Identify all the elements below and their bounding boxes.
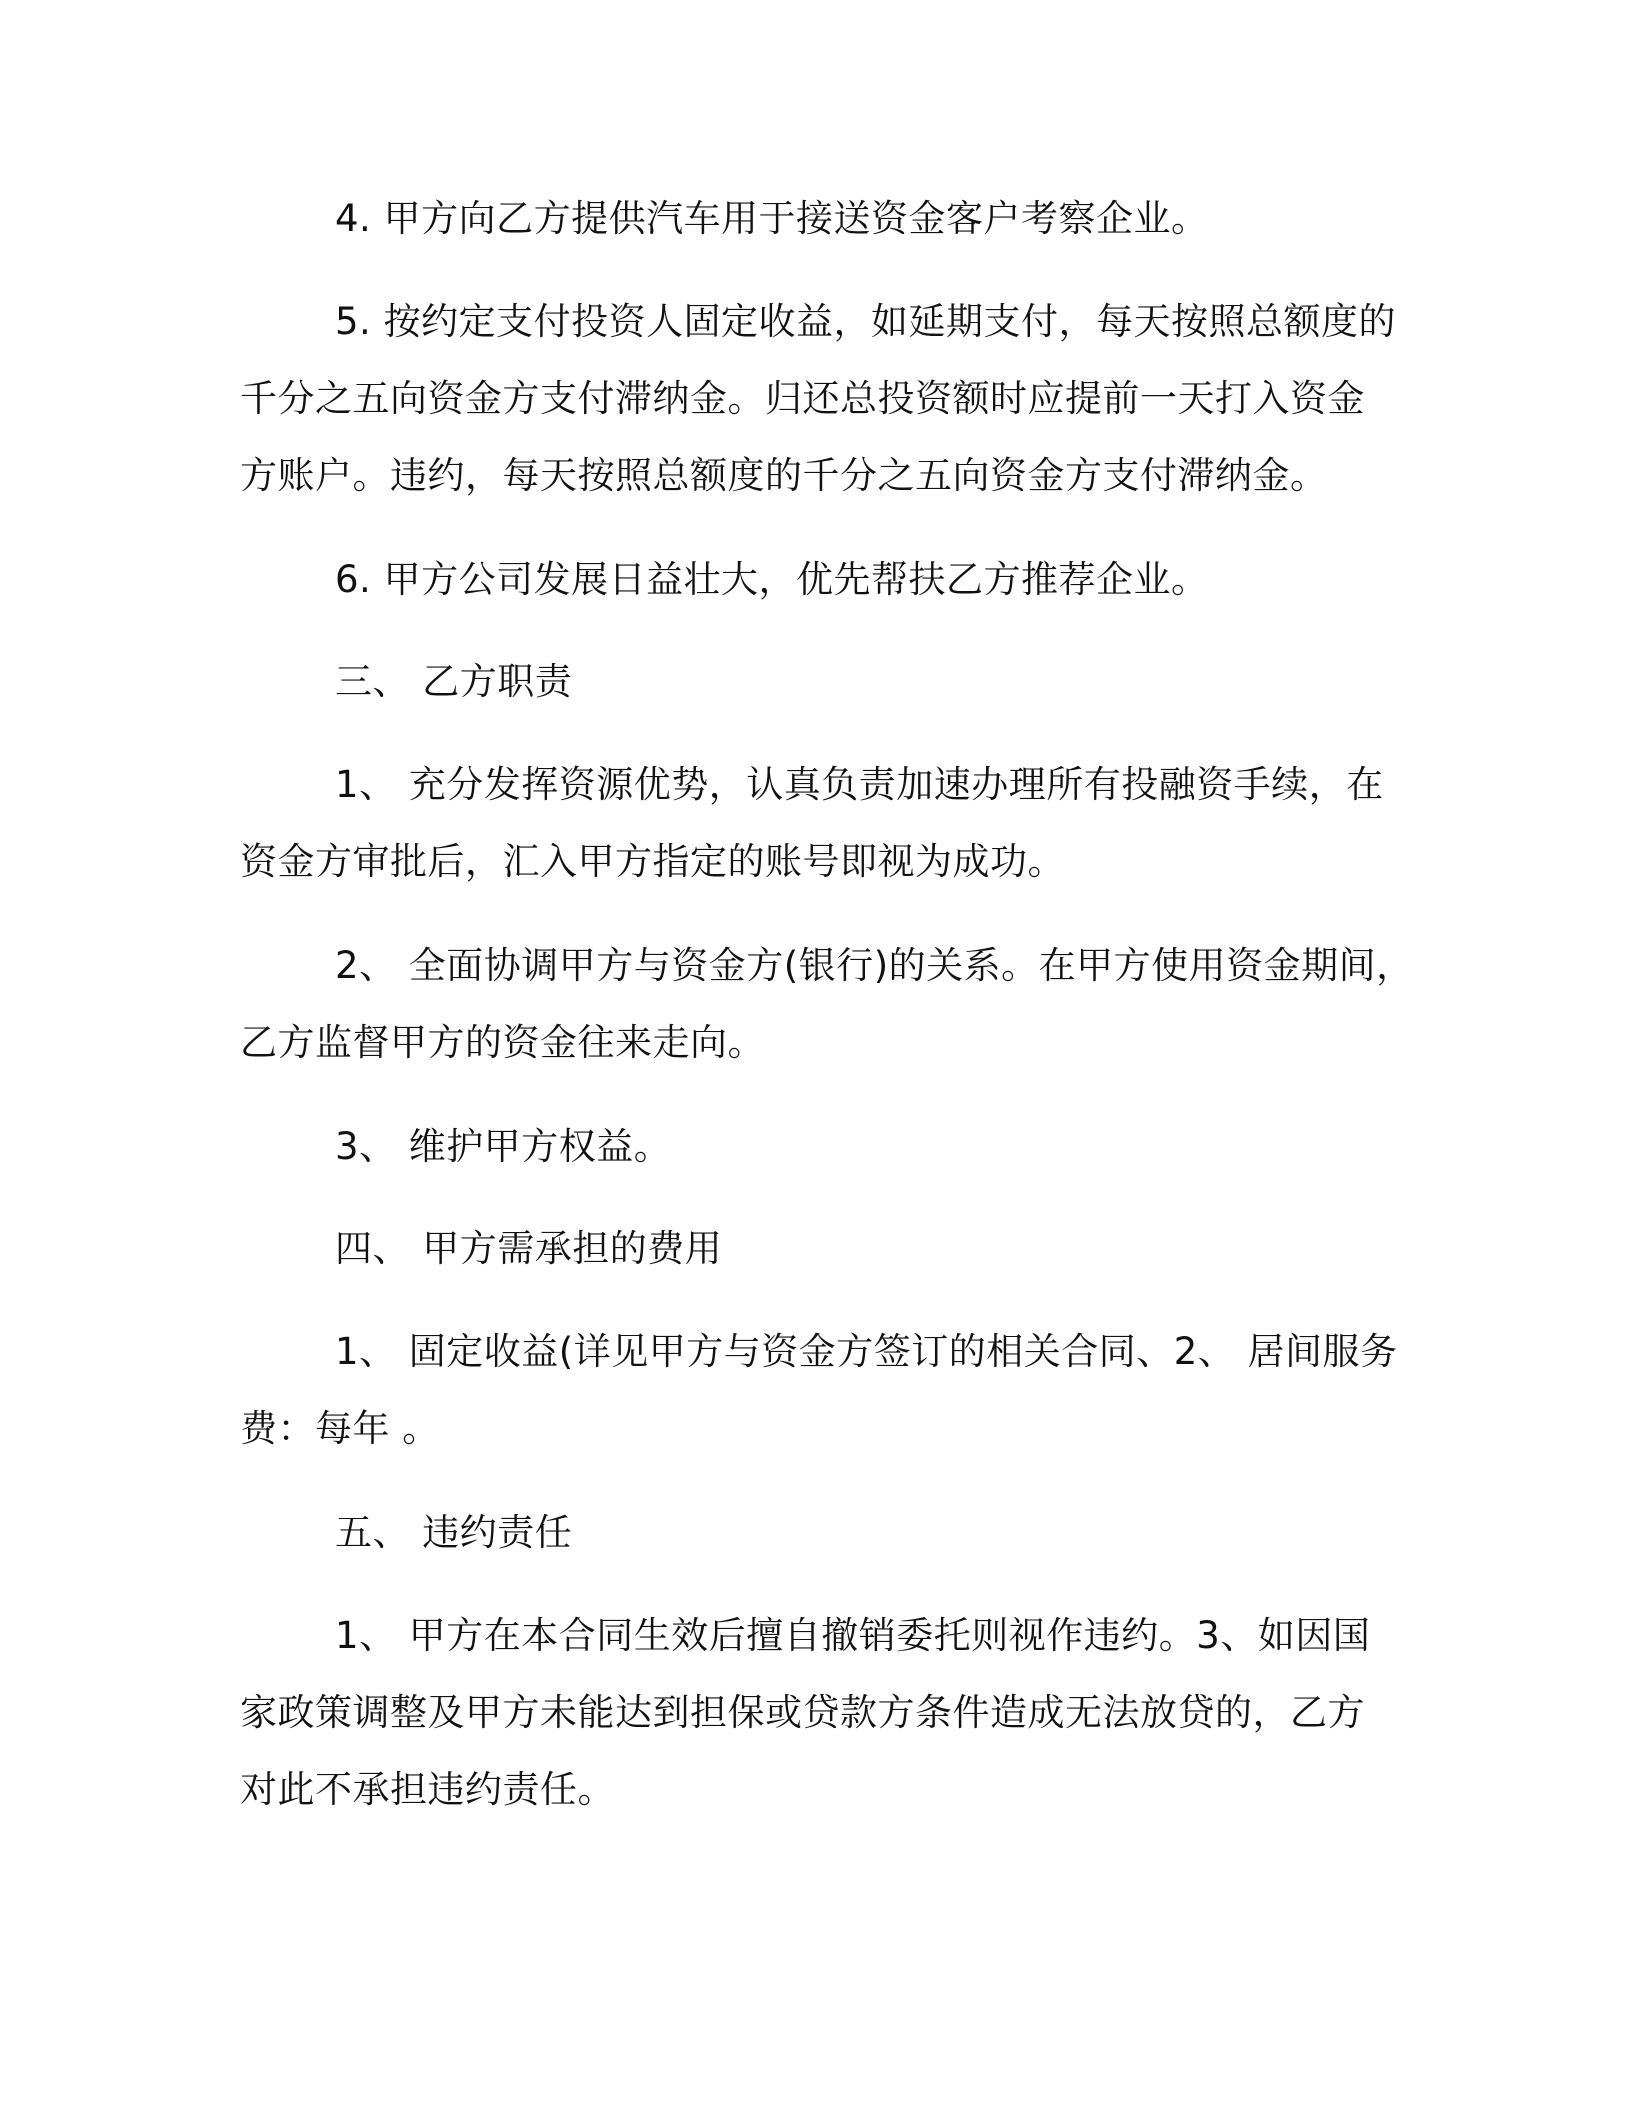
heading-text: 三、 乙方职责 [335, 660, 573, 703]
paragraph-section5-item-1 [240, 1597, 1390, 1828]
paragraph-line: 千分之五向资金方支付滞纳金。归还总投资额时应提前一天打入资金 [240, 377, 1365, 420]
paragraph-line: 1、 充分发挥资源优势，认真负责加速办理所有投融资手续，在 [335, 763, 1384, 806]
paragraph-section3-item-3 [240, 1108, 1390, 1185]
paragraph-item-5 [240, 283, 1397, 514]
paragraph-line: 家政策调整及甲方未能达到担保或贷款方条件造成无法放贷的，乙方 [240, 1691, 1365, 1734]
paragraph-line: 乙方监督甲方的资金往来走向。 [240, 1021, 765, 1064]
paragraph-line: 1、 甲方在本合同生效后擅自撤销委托则视作违约。3、如因国 [335, 1614, 1371, 1657]
paragraph-line: 资金方审批后，汇入甲方指定的账号即视为成功。 [240, 840, 1065, 883]
paragraph-line: 方账户。违约，每天按照总额度的千分之五向资金方支付滞纳金。 [240, 454, 1328, 497]
paragraph-section3-item-2 [240, 927, 1414, 1081]
paragraph-line: 费：每年 。 [240, 1407, 440, 1450]
paragraph-item-6 [240, 541, 1390, 618]
paragraph-line: 4. 甲方向乙方提供汽车用于接送资金客户考察企业。 [335, 197, 1209, 240]
section-heading-3 [240, 643, 1390, 720]
paragraph-line: 1、 固定收益(详见甲方与资金方签订的相关合同、2、 居间服务 [335, 1330, 1398, 1373]
paragraph-line: 对此不承担违约责任。 [240, 1768, 615, 1811]
paragraph-item-4 [240, 180, 1390, 257]
heading-text: 五、 违约责任 [335, 1511, 573, 1554]
paragraph-line: 3、 维护甲方权益。 [335, 1125, 672, 1168]
paragraph-line: 2、 全面协调甲方与资金方(银行)的关系。在甲方使用资金期间， [335, 944, 1414, 987]
paragraph-line: 5. 按约定支付投资人固定收益，如延期支付，每天按照总额度的 [335, 300, 1397, 343]
paragraph-section4-item-1 [240, 1313, 1398, 1467]
paragraph-section3-item-1 [240, 746, 1390, 900]
section-heading-4 [240, 1210, 1390, 1287]
heading-text: 四、 甲方需承担的费用 [335, 1227, 723, 1270]
paragraph-line: 6. 甲方公司发展日益壮大，优先帮扶乙方推荐企业。 [335, 558, 1209, 601]
section-heading-5 [240, 1494, 1390, 1571]
